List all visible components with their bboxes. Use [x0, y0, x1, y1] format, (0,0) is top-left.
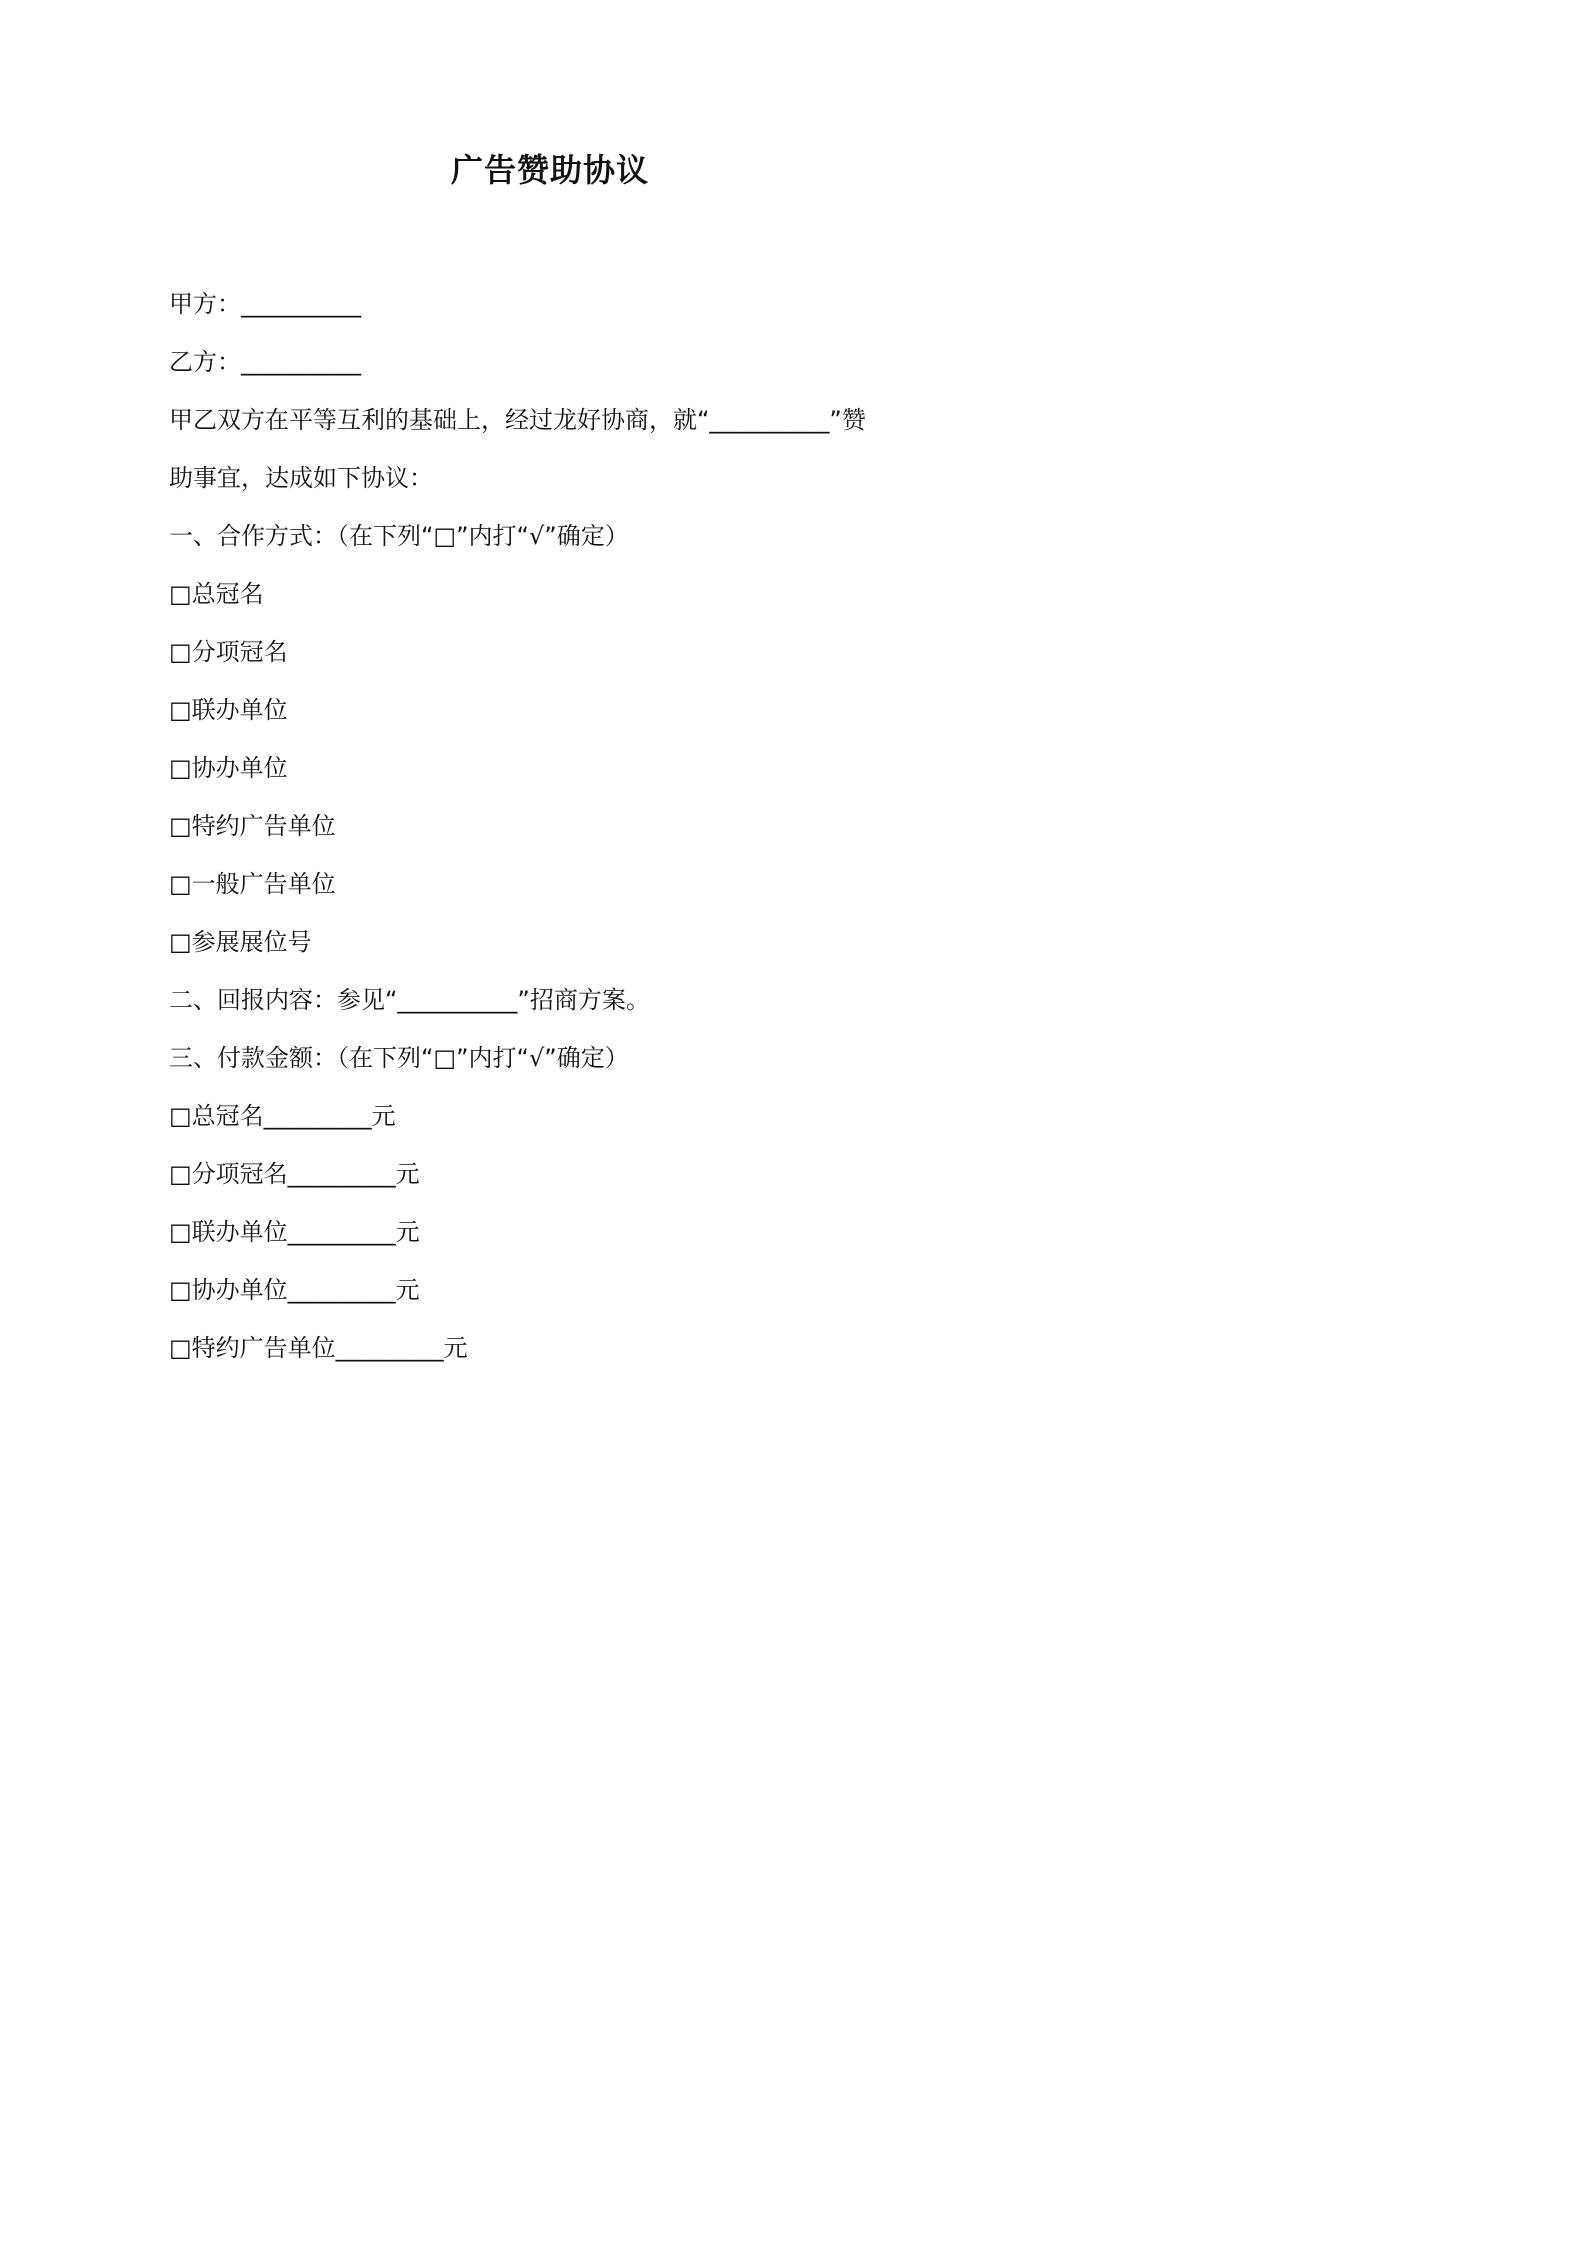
document-body — [169, 285, 959, 1387]
section-1-heading: 一、合作方式：（在下列“□”内打“√”确定） — [169, 522, 629, 550]
intro-line-1: 甲乙双方在平等互利的基础上，经过龙好协商，就“__________”赞 — [169, 406, 866, 434]
option-assisting-organizer: □协办单位 — [169, 754, 288, 782]
option-co-organizer: □联办单位 — [169, 696, 288, 724]
section-3-heading: 三、付款金额：（在下列“□”内打“√”确定） — [169, 1044, 629, 1072]
document-title: 广告赞助协议 — [450, 151, 649, 189]
section-2-heading: 二、回报内容：参见“__________”招商方案。 — [169, 986, 650, 1014]
option-sub-title-sponsor: □分项冠名 — [169, 638, 288, 666]
intro-line-2: 助事宜，达成如下协议： — [169, 464, 433, 492]
option-booth-number: □参展展位号 — [169, 928, 312, 956]
option-general-advertiser: □一般广告单位 — [169, 870, 336, 898]
party-b-line: 乙方：__________ — [169, 348, 361, 376]
option-title-sponsor: □总冠名 — [169, 580, 264, 608]
amount-sub-title-sponsor: □分项冠名_________元 — [169, 1160, 420, 1188]
amount-co-organizer: □联办单位_________元 — [169, 1218, 420, 1246]
amount-special-advertiser: □特约广告单位_________元 — [169, 1334, 468, 1362]
amount-title-sponsor: □总冠名_________元 — [169, 1102, 396, 1130]
amount-assisting-organizer: □协办单位_________元 — [169, 1276, 420, 1304]
party-a-line: 甲方：__________ — [169, 290, 361, 318]
option-special-advertiser: □特约广告单位 — [169, 812, 336, 840]
